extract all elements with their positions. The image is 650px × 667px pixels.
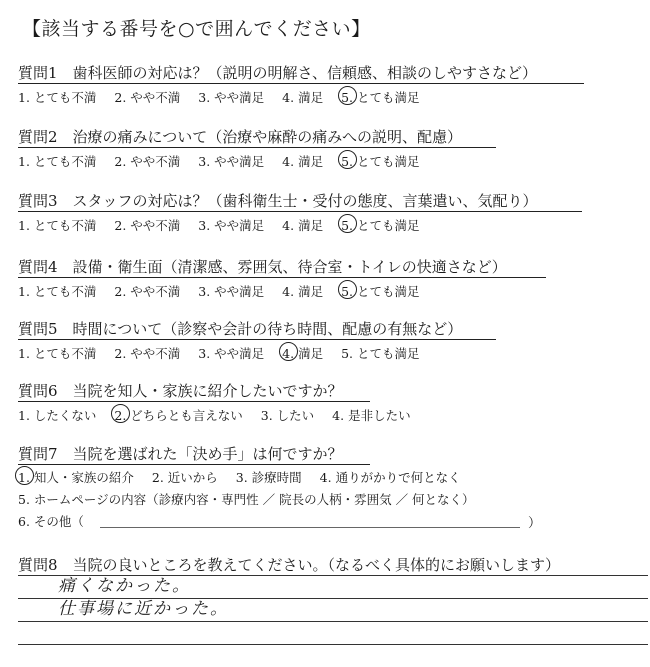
option-3[interactable]: 3. やや満足: [198, 284, 265, 299]
question-underline: [18, 339, 496, 340]
option-2-selected[interactable]: 2. どちらとも言えない: [114, 408, 243, 423]
option-5-selected[interactable]: 5. とても満足: [341, 218, 420, 233]
option-3[interactable]: 3. したい: [260, 408, 315, 423]
question-2-options: [18, 152, 433, 170]
option-1[interactable]: 1. とても不満: [18, 90, 97, 105]
option-3[interactable]: 3. やや満足: [198, 90, 265, 105]
question-5-options: [18, 344, 433, 362]
question-6-options: [18, 406, 425, 424]
question-7-title: 質問7 当院を選ばれた「決め手」は何ですか？: [18, 445, 343, 463]
question-1-title: 質問1 歯科医師の対応は？（説明の明解さ、信頼感、相談のしやすさなど）: [18, 64, 537, 82]
question-7-option-5[interactable]: 5. ホームページの内容（診療内容・専門性 ／ 院長の人柄・雰囲気 ／ 何となく）: [18, 492, 475, 507]
other-close-paren: ）: [528, 516, 542, 531]
option-3[interactable]: 3. やや満足: [198, 154, 265, 169]
form-header: 【該当する番号を○で囲んでください】: [22, 18, 371, 40]
question-5-title: 質問5 時間について（診察や会計の待ち時間、配慮の有無など）: [18, 320, 463, 338]
option-4[interactable]: 4. 満足: [282, 218, 324, 233]
option-4[interactable]: 4. 是非したい: [332, 408, 411, 423]
question-underline: [18, 211, 582, 212]
option-4[interactable]: 4. 満足: [282, 284, 324, 299]
option-2[interactable]: 2. やや不満: [114, 154, 181, 169]
option-4[interactable]: 4. 通りがかりで何となく: [319, 470, 461, 485]
answer-line-3: [18, 621, 648, 622]
question-4-options: [18, 282, 433, 300]
option-3[interactable]: 3. やや満足: [198, 346, 265, 361]
answer-text-2: 仕事場に近かった。: [58, 599, 229, 619]
option-2[interactable]: 2. やや不満: [114, 346, 181, 361]
question-underline: [18, 147, 496, 148]
question-underline: [18, 464, 370, 465]
option-5[interactable]: 5. とても満足: [341, 346, 420, 361]
option-4[interactable]: 4. 満足: [282, 154, 324, 169]
question-3-options: [18, 216, 433, 234]
option-4[interactable]: 4. 満足: [282, 90, 324, 105]
option-2[interactable]: 2. やや不満: [114, 90, 181, 105]
option-5-selected[interactable]: 5. とても満足: [341, 284, 420, 299]
option-3[interactable]: 3. 診療時間: [235, 470, 302, 485]
question-8-title: 質問8 当院の良いところを教えてください。（なるべく具体的にお願いします）: [18, 556, 561, 574]
option-2[interactable]: 2. やや不満: [114, 218, 181, 233]
option-1-selected[interactable]: 1. 知人・家族の紹介: [18, 470, 134, 485]
option-4-selected[interactable]: 4. 満足: [282, 346, 324, 361]
question-underline: [18, 277, 546, 278]
question-underline: [18, 83, 584, 84]
option-2[interactable]: 2. やや不満: [114, 284, 181, 299]
option-3[interactable]: 3. やや満足: [198, 218, 265, 233]
question-4-title: 質問4 設備・衛生面（清潔感、雰囲気、待合室・トイレの快適さなど）: [18, 258, 507, 276]
question-1-options: [18, 88, 433, 106]
option-1[interactable]: 1. したくない: [18, 408, 97, 423]
question-6-title: 質問6 当院を知人・家族に紹介したいですか？: [18, 382, 343, 400]
answer-text-1: 痛くなかった。: [58, 576, 191, 596]
option-1[interactable]: 1. とても不満: [18, 218, 97, 233]
option-1[interactable]: 1. とても不満: [18, 154, 97, 169]
answer-line-4: [18, 644, 648, 645]
question-3-title: 質問3 スタッフの対応は？（歯科衛生士・受付の態度、言葉遣い、気配り）: [18, 192, 538, 210]
other-fill-line[interactable]: [100, 527, 520, 528]
option-5-selected[interactable]: 5. とても満足: [341, 90, 420, 105]
question-2-title: 質問2 治療の痛みについて（治療や麻酔の痛みへの説明、配慮）: [18, 128, 462, 146]
option-1[interactable]: 1. とても不満: [18, 284, 97, 299]
option-5-selected[interactable]: 5. とても満足: [341, 154, 420, 169]
question-7-option-6[interactable]: 6. その他（: [18, 514, 84, 529]
option-1[interactable]: 1. とても不満: [18, 346, 97, 361]
option-2[interactable]: 2. 近いから: [151, 470, 218, 485]
question-7-options-row1: [18, 468, 475, 486]
question-underline: [18, 401, 370, 402]
